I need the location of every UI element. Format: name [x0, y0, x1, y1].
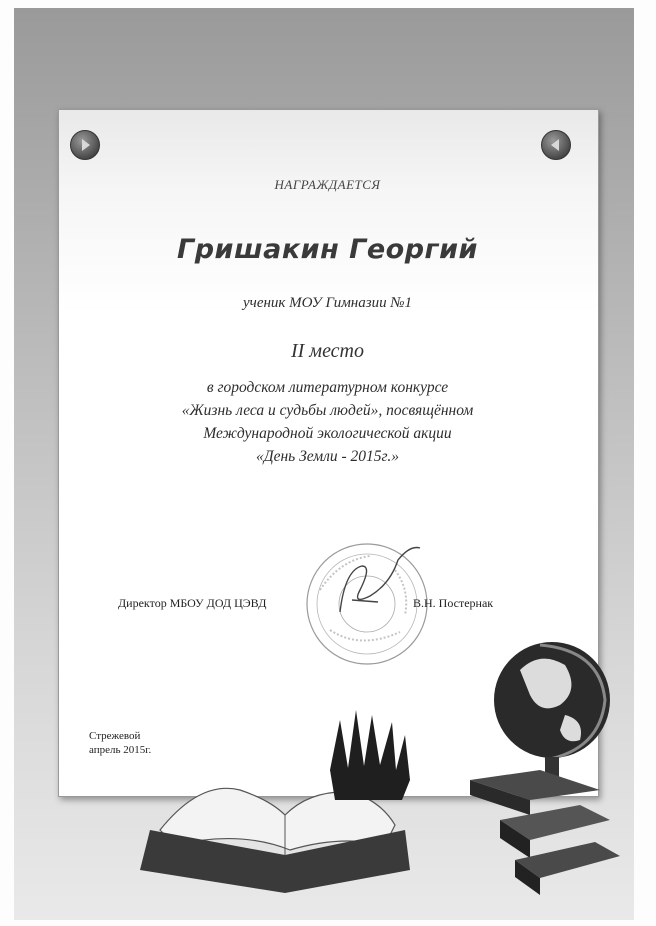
award-description	[58, 376, 597, 468]
date: апрель 2015г.	[89, 744, 152, 756]
description-line: «День Земли - 2015г.»	[255, 448, 400, 465]
pin-left-icon	[70, 130, 100, 160]
award-place: II место	[290, 340, 365, 362]
signer-title: Директор МБОУ ДОД ЦЭВД	[118, 596, 267, 610]
description-line: в городском литературном конкурсе	[206, 379, 449, 396]
recipient-name: Гришакин Георгий	[177, 234, 478, 265]
pin-right-icon	[541, 130, 571, 160]
recipient-info: ученик МОУ Гимназии №1	[243, 295, 412, 311]
issue-place-date	[89, 729, 151, 757]
award-heading: НАГРАЖДАЕТСЯ	[274, 177, 381, 192]
city: Стрежевой	[89, 730, 141, 742]
signer-name: В.Н. Постернак	[413, 596, 494, 610]
description-line: «Жизнь леса и судьбы людей», посвящённом	[181, 402, 474, 419]
description-line: Международной экологической акции	[203, 425, 452, 442]
